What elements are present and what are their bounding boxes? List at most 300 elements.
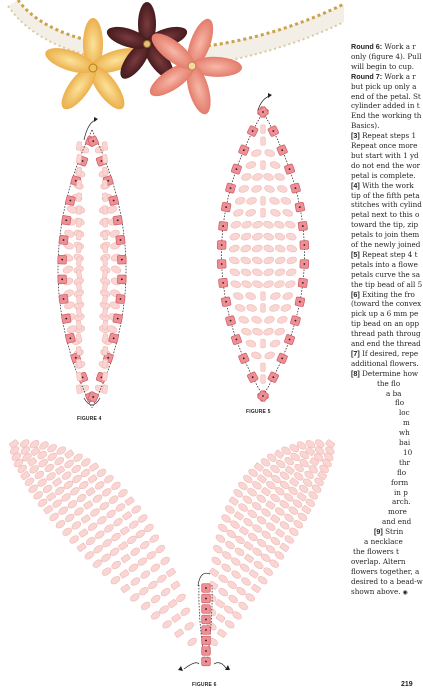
seed-bead bbox=[230, 220, 242, 229]
cylinder-bead bbox=[102, 359, 108, 368]
seed-bead bbox=[246, 303, 258, 312]
seed-bead bbox=[264, 315, 276, 324]
bead-hole bbox=[262, 111, 264, 113]
instruction-text: Work a r bbox=[382, 42, 416, 51]
cylinder-bead bbox=[261, 375, 266, 384]
seed-bead bbox=[217, 587, 229, 598]
seed-bead bbox=[241, 280, 253, 289]
seed-bead bbox=[263, 280, 275, 289]
seed-bead bbox=[240, 268, 252, 277]
cylinder-bead bbox=[76, 346, 82, 355]
seed-bead bbox=[69, 486, 81, 497]
seed-bead bbox=[101, 487, 113, 498]
thread-path bbox=[214, 663, 226, 668]
seed-bead bbox=[147, 580, 159, 591]
seed-bead bbox=[66, 324, 78, 334]
instruction-line bbox=[351, 240, 420, 249]
seed-bead bbox=[262, 566, 274, 577]
cylinder-bead bbox=[55, 466, 65, 475]
seed-bead bbox=[270, 208, 282, 217]
cylinder-bead bbox=[261, 137, 266, 146]
seed-bead bbox=[269, 536, 281, 547]
cylinder-bead bbox=[76, 321, 82, 330]
seed-bead bbox=[212, 544, 224, 555]
seed-bead bbox=[129, 546, 141, 557]
instruction-line bbox=[351, 121, 379, 130]
cylinder-bead bbox=[261, 292, 266, 301]
instruction-line bbox=[351, 260, 418, 269]
seed-bead bbox=[138, 586, 150, 597]
seed-bead bbox=[264, 148, 276, 157]
seed-bead bbox=[274, 244, 286, 253]
seed-bead bbox=[253, 560, 265, 571]
cylinder-bead bbox=[102, 385, 108, 394]
seed-bead bbox=[274, 327, 286, 336]
cylinder-bead bbox=[102, 295, 108, 304]
instruction-line bbox=[399, 438, 410, 447]
seed-bead bbox=[252, 268, 264, 277]
bead-hole bbox=[63, 239, 65, 241]
seed-bead bbox=[101, 566, 113, 577]
seed-bead bbox=[76, 493, 88, 504]
bead-hole bbox=[113, 337, 115, 339]
seed-bead bbox=[269, 339, 281, 348]
cylinder-bead bbox=[64, 450, 74, 459]
seed-bead bbox=[156, 573, 168, 584]
seed-bead bbox=[136, 556, 148, 567]
instruction-line bbox=[353, 547, 399, 556]
instruction-line bbox=[351, 101, 420, 110]
bead-hole bbox=[225, 206, 227, 208]
cylinder-bead bbox=[171, 613, 181, 622]
instruction-line bbox=[351, 369, 418, 378]
seed-bead bbox=[274, 268, 286, 277]
seed-bead bbox=[179, 606, 191, 617]
bead-hole bbox=[107, 357, 109, 359]
cylinder-bead bbox=[76, 333, 82, 342]
seed-bead bbox=[252, 172, 264, 181]
cylinder-bead bbox=[76, 180, 82, 189]
instruction-line bbox=[351, 161, 420, 170]
cylinder-bead bbox=[102, 244, 108, 253]
instruction-line bbox=[351, 349, 418, 358]
seed-bead bbox=[139, 569, 151, 580]
seed-bead bbox=[263, 256, 275, 265]
bead-hole bbox=[205, 629, 207, 631]
instruction-step-label: Round 6: bbox=[351, 42, 383, 51]
instruction-text: do not end the wor bbox=[351, 160, 421, 170]
figure-6-diagram bbox=[9, 438, 336, 671]
bead-hole bbox=[205, 619, 207, 621]
seed-bead bbox=[285, 232, 297, 241]
cylinder-bead bbox=[251, 584, 261, 593]
seed-bead bbox=[263, 244, 275, 253]
seed-bead bbox=[62, 265, 74, 275]
seed-bead bbox=[244, 592, 256, 603]
cylinder-bead bbox=[88, 474, 98, 483]
seed-bead bbox=[224, 540, 236, 551]
seed-bead bbox=[94, 529, 106, 540]
seed-bead bbox=[228, 256, 240, 265]
seed-bead bbox=[61, 526, 73, 537]
bead-hole bbox=[107, 180, 109, 182]
instruction-line bbox=[374, 527, 403, 536]
bead-hole bbox=[299, 301, 301, 303]
cylinder-bead bbox=[261, 197, 266, 206]
bead-hole bbox=[121, 278, 123, 280]
instruction-text: but start with 1 yd bbox=[351, 150, 419, 160]
instruction-step-label: [3] bbox=[351, 131, 360, 141]
instruction-text: flowers together, a bbox=[351, 566, 420, 576]
instruction-line bbox=[351, 111, 421, 120]
instruction-text: bai bbox=[399, 438, 411, 447]
seed-bead bbox=[67, 499, 79, 510]
instruction-line bbox=[388, 507, 407, 516]
cylinder-bead bbox=[261, 125, 266, 134]
cylinder-bead bbox=[122, 511, 132, 520]
bead-hole bbox=[222, 282, 224, 284]
seed-bead bbox=[73, 506, 85, 517]
instruction-text: flo bbox=[397, 467, 407, 477]
seed-bead bbox=[269, 160, 281, 169]
seed-bead bbox=[232, 291, 244, 300]
cylinder-bead bbox=[86, 487, 96, 496]
instruction-line bbox=[377, 379, 400, 388]
cylinder-bead bbox=[81, 514, 91, 523]
instruction-line bbox=[351, 290, 415, 299]
cylinder-bead bbox=[171, 581, 181, 590]
instruction-line bbox=[351, 141, 417, 150]
seed-bead bbox=[228, 244, 240, 253]
cylinder-bead bbox=[76, 257, 82, 266]
instruction-line bbox=[351, 567, 419, 576]
cylinder-bead bbox=[102, 372, 108, 381]
seed-bead bbox=[241, 172, 253, 181]
instruction-text: shown above. bbox=[351, 586, 401, 596]
seed-bead bbox=[110, 265, 122, 275]
seed-bead bbox=[250, 148, 262, 157]
bead-hole bbox=[221, 244, 223, 246]
seed-bead bbox=[227, 594, 239, 605]
instruction-line bbox=[351, 329, 421, 338]
instruction-line bbox=[394, 488, 408, 497]
seed-bead bbox=[263, 232, 275, 241]
instruction-text: pick up a 6 mm pe bbox=[351, 309, 419, 319]
seed-bead bbox=[263, 327, 275, 336]
seed-bead bbox=[110, 480, 122, 491]
instruction-line bbox=[382, 517, 411, 526]
instruction-text: petal next to this o bbox=[351, 210, 420, 220]
seed-bead bbox=[150, 594, 162, 605]
seed-bead bbox=[252, 232, 264, 241]
instruction-text: petals curve the sa bbox=[351, 269, 421, 279]
bead-hole bbox=[117, 219, 119, 221]
bead-hole bbox=[75, 180, 77, 182]
seed-bead bbox=[57, 505, 69, 516]
seed-bead bbox=[245, 160, 257, 169]
cylinder-bead bbox=[78, 528, 88, 537]
seed-bead bbox=[238, 315, 250, 324]
bead-hole bbox=[69, 337, 71, 339]
seed-bead bbox=[110, 575, 122, 586]
instruction-text: cylinder added in t bbox=[351, 101, 420, 111]
instruction-line bbox=[351, 359, 419, 368]
instruction-line bbox=[351, 270, 420, 279]
bead-hole bbox=[69, 200, 71, 202]
seed-bead bbox=[96, 467, 108, 478]
seed-bead bbox=[284, 280, 296, 289]
bead-hole bbox=[272, 130, 274, 132]
seed-bead bbox=[274, 172, 286, 181]
instruction-text: With the work bbox=[359, 180, 414, 190]
instruction-step-label: [5] bbox=[351, 249, 360, 259]
seed-bead bbox=[160, 587, 172, 598]
cylinder-bead bbox=[43, 505, 53, 514]
instruction-text: Repeat step 4 t bbox=[359, 249, 418, 259]
seed-bead bbox=[78, 480, 90, 491]
instruction-line bbox=[395, 398, 404, 407]
bead-hole bbox=[65, 219, 67, 221]
seed-bead bbox=[183, 621, 195, 632]
bead-hole bbox=[205, 608, 207, 610]
instruction-line bbox=[386, 389, 401, 398]
instruction-text: thr bbox=[399, 457, 410, 467]
seed-bead bbox=[87, 521, 99, 532]
seed-bead bbox=[274, 256, 286, 265]
instruction-text: If desired, repe bbox=[359, 348, 419, 358]
bead-hole bbox=[92, 396, 94, 398]
seed-bead bbox=[257, 575, 269, 586]
cylinder-bead bbox=[216, 613, 226, 622]
figure-5-caption: FIGURE 5 bbox=[246, 409, 271, 415]
instruction-line bbox=[351, 151, 419, 160]
instruction-text: of the newly joined bbox=[351, 240, 421, 249]
seed-bead bbox=[232, 208, 244, 217]
seed-bead bbox=[276, 184, 288, 193]
instruction-line bbox=[351, 299, 421, 308]
instruction-line bbox=[351, 220, 418, 229]
seed-bead bbox=[273, 280, 285, 289]
cylinder-bead bbox=[83, 500, 93, 509]
seed-bead bbox=[226, 580, 238, 591]
figure-4-caption: FIGURE 4 bbox=[77, 416, 102, 422]
seed-bead bbox=[94, 480, 106, 491]
bead-hole bbox=[295, 187, 297, 189]
seed-bead bbox=[251, 256, 263, 265]
cylinder-bead bbox=[261, 209, 266, 218]
seed-bead bbox=[89, 507, 101, 518]
seed-bead bbox=[264, 351, 276, 360]
instruction-line bbox=[351, 82, 416, 91]
seed-bead bbox=[286, 256, 298, 265]
instruction-text: toward the tip, zip bbox=[351, 220, 419, 230]
seed-bead bbox=[161, 619, 173, 630]
seed-bead bbox=[251, 523, 263, 534]
bead-hole bbox=[63, 298, 65, 300]
instruction-text: petals into a flowe bbox=[351, 259, 418, 269]
seed-bead bbox=[130, 504, 142, 515]
seed-bead bbox=[229, 519, 241, 530]
arrow-icon bbox=[94, 117, 98, 122]
cylinder-bead bbox=[76, 359, 82, 368]
bead-hole bbox=[100, 377, 102, 379]
seed-bead bbox=[256, 538, 268, 549]
seed-bead bbox=[237, 502, 249, 513]
bead-hole bbox=[205, 598, 207, 600]
cylinder-bead bbox=[275, 528, 285, 537]
seed-bead bbox=[106, 324, 118, 334]
seed-bead bbox=[29, 439, 41, 450]
instruction-text: only (figure 4). Pull bbox=[351, 51, 422, 61]
cylinder-bead bbox=[234, 511, 244, 520]
seed-bead bbox=[240, 256, 252, 265]
bead-hole bbox=[120, 239, 122, 241]
seed-bead bbox=[241, 220, 253, 229]
instruction-text: form bbox=[391, 477, 409, 487]
cylinder-bead bbox=[168, 599, 178, 608]
bead-hole bbox=[302, 282, 304, 284]
bead-hole bbox=[82, 160, 84, 162]
instruction-line bbox=[351, 171, 416, 180]
cylinder-bead bbox=[76, 295, 82, 304]
seed-bead bbox=[263, 172, 275, 181]
instruction-line bbox=[403, 418, 410, 427]
bead-hole bbox=[100, 160, 102, 162]
bead-hole bbox=[92, 140, 94, 142]
instruction-text: Strin bbox=[382, 527, 404, 537]
cylinder-bead bbox=[102, 321, 108, 330]
cylinder-bead bbox=[76, 167, 82, 176]
seed-bead bbox=[117, 488, 129, 499]
seed-bead bbox=[251, 315, 263, 324]
seed-bead bbox=[60, 492, 72, 503]
cylinder-bead bbox=[118, 541, 128, 550]
seed-bead bbox=[246, 196, 258, 205]
instruction-text: flo bbox=[395, 398, 405, 408]
seed-bead bbox=[234, 303, 246, 312]
seed-bead bbox=[283, 534, 295, 545]
bead-hole bbox=[120, 298, 122, 300]
seed-bead bbox=[229, 232, 241, 241]
instruction-text: (toward the convex bbox=[351, 299, 422, 309]
seed-bead bbox=[215, 533, 227, 544]
bead-hole bbox=[289, 339, 291, 341]
instruction-text: Exiting the fro bbox=[359, 289, 415, 299]
instruction-line bbox=[351, 131, 416, 140]
instruction-text: m bbox=[403, 418, 410, 428]
instruction-text: tip of the fifth peta bbox=[351, 190, 420, 200]
cylinder-bead bbox=[102, 205, 108, 214]
seed-bead bbox=[276, 315, 288, 324]
cylinder-bead bbox=[261, 339, 266, 348]
cylinder-bead bbox=[76, 385, 82, 394]
bead-hole bbox=[61, 278, 63, 280]
instruction-text: stitches with cylind bbox=[351, 200, 422, 210]
bead-hole bbox=[65, 318, 67, 320]
seed-bead bbox=[149, 562, 161, 573]
seed-bead bbox=[103, 474, 115, 485]
seed-bead bbox=[51, 498, 63, 509]
seed-bead bbox=[230, 569, 242, 580]
instruction-line bbox=[399, 428, 410, 437]
instruction-text: and end the thread bbox=[351, 339, 421, 348]
bead-hole bbox=[302, 225, 304, 227]
cylinder-bead bbox=[102, 308, 108, 317]
instruction-line bbox=[351, 309, 418, 318]
instruction-step-label: [7] bbox=[351, 348, 360, 358]
bead-hole bbox=[205, 587, 207, 589]
cylinder-bead bbox=[76, 154, 82, 163]
seed-bead bbox=[251, 244, 263, 253]
instruction-text: thread path throug bbox=[351, 329, 421, 339]
instruction-line bbox=[351, 250, 418, 259]
cylinder-bead bbox=[102, 154, 108, 163]
instruction-text: additional flowers. bbox=[351, 358, 419, 368]
seed-bead bbox=[286, 244, 298, 253]
seed-bead bbox=[112, 517, 124, 528]
instruction-step-label: [8] bbox=[351, 368, 360, 378]
bead-hole bbox=[303, 244, 305, 246]
instruction-line bbox=[351, 587, 408, 597]
seed-bead bbox=[252, 280, 264, 289]
instruction-text: Repeat steps 1 bbox=[359, 131, 417, 141]
cylinder-bead bbox=[76, 244, 82, 253]
bead-hole bbox=[243, 149, 245, 151]
seed-bead bbox=[274, 232, 286, 241]
seed-bead bbox=[252, 327, 264, 336]
seed-bead bbox=[251, 184, 263, 193]
bead-hole bbox=[75, 357, 77, 359]
seed-bead bbox=[140, 601, 152, 612]
cylinder-bead bbox=[102, 193, 108, 202]
cylinder-bead bbox=[270, 514, 280, 523]
seed-bead bbox=[282, 291, 294, 300]
seed-bead bbox=[250, 351, 262, 360]
instruction-text: more bbox=[388, 507, 407, 517]
page-number: 219 bbox=[401, 681, 413, 688]
cylinder-bead bbox=[76, 218, 82, 227]
cylinder-bead bbox=[120, 526, 130, 535]
seed-bead bbox=[269, 196, 281, 205]
seed-bead bbox=[64, 512, 76, 523]
cylinder-bead bbox=[266, 500, 276, 509]
bead-hole bbox=[295, 320, 297, 322]
seed-bead bbox=[235, 586, 247, 597]
seed-bead bbox=[285, 268, 297, 277]
cylinder-bead bbox=[102, 257, 108, 266]
seed-bead bbox=[110, 532, 122, 543]
seed-bead bbox=[284, 220, 296, 229]
seed-bead bbox=[234, 546, 246, 557]
instruction-text: a ba bbox=[386, 388, 402, 398]
seed-bead bbox=[221, 550, 233, 561]
cylinder-bead bbox=[209, 568, 219, 577]
instruction-text: will begin to cup. bbox=[351, 61, 415, 71]
instruction-text: desired to a bead-w bbox=[351, 576, 423, 586]
cylinder-bead bbox=[102, 141, 108, 150]
instruction-line bbox=[403, 448, 412, 457]
instruction-line bbox=[399, 458, 410, 467]
seed-bead bbox=[264, 184, 276, 193]
seed-bead bbox=[241, 327, 253, 336]
instruction-text: End the working th bbox=[351, 111, 422, 121]
thread-path bbox=[184, 663, 199, 669]
cylinder-bead bbox=[244, 554, 254, 563]
bead-hole bbox=[262, 395, 264, 397]
seed-bead bbox=[71, 520, 83, 531]
instruction-line bbox=[351, 339, 421, 348]
instruction-text: 10 bbox=[403, 447, 413, 457]
